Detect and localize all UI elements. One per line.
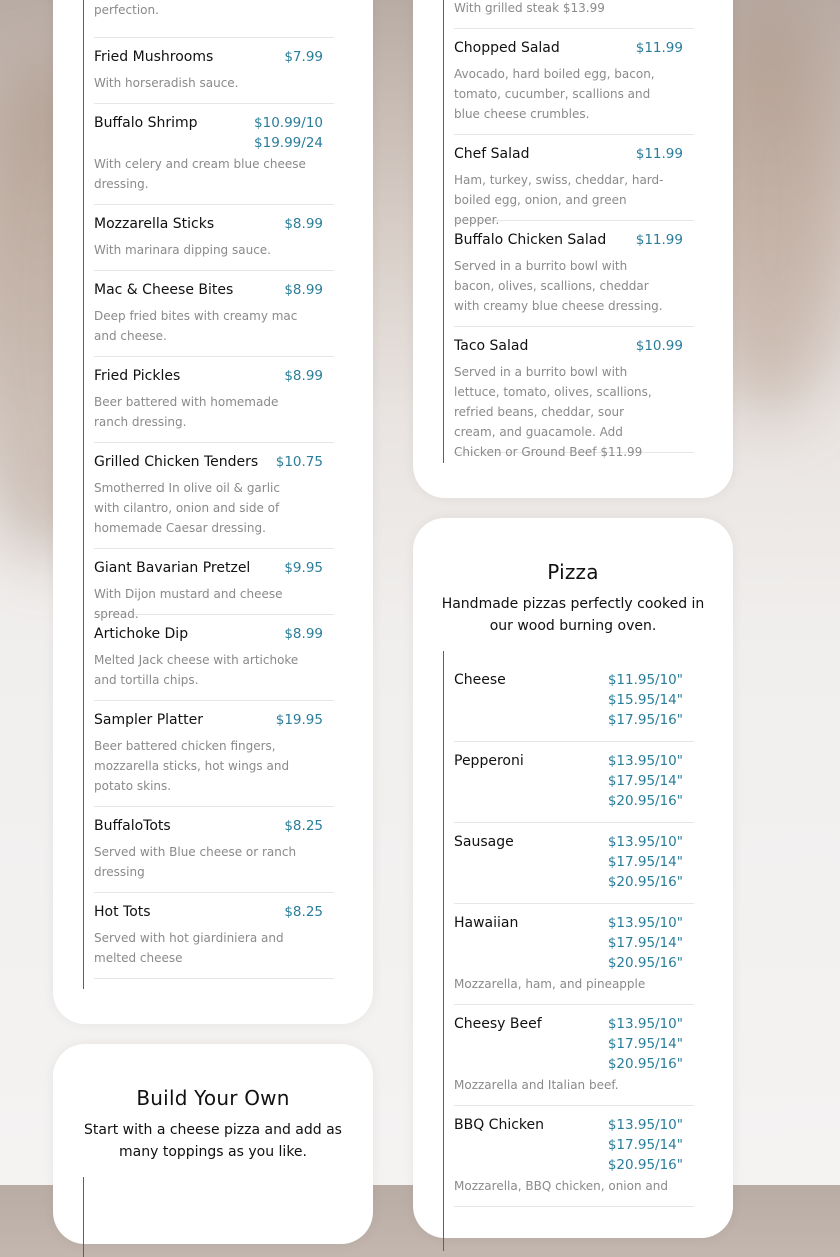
item-price: $8.99 (284, 282, 323, 298)
price-line: $17.95/14" (607, 1137, 683, 1153)
price-line: $13.95/10" (607, 1117, 683, 1133)
price-line: $15.95/14" (607, 692, 683, 708)
price-line: $13.95/10" (607, 915, 683, 931)
item-name: Hawaiian (454, 915, 519, 931)
item-desc: Mozzarella, ham, and pineapple (454, 977, 646, 991)
menu-item[interactable] (454, 221, 694, 327)
item-name: Sausage (454, 834, 514, 850)
item-price: $10.75 (275, 454, 323, 470)
item-price (608, 670, 683, 730)
item-price: $8.99 (284, 368, 323, 384)
menu-item[interactable] (94, 104, 334, 205)
item-price: $8.25 (284, 904, 323, 920)
menu-item[interactable] (454, 904, 694, 1005)
menu-item[interactable] (94, 357, 334, 443)
price-line: $13.95/10" (607, 834, 683, 850)
item-price: $11.99 (635, 146, 683, 162)
item-price: $8.99 (284, 626, 323, 642)
menu-item[interactable] (94, 701, 334, 807)
item-name: Cheesy Beef (454, 1016, 542, 1032)
price-line: $20.95/16" (607, 955, 683, 971)
item-desc: Beer battered with homemade ranch dressing. (94, 395, 279, 429)
item-desc: With marinara dipping sauce. (94, 243, 271, 257)
item-desc: Served in a burrito bowl with bacon, olives, scallions, cheddar with creamy blue cheese dressing. (454, 259, 663, 313)
item-desc: With celery and cream blue cheese dressing. (94, 157, 306, 191)
item-price: $9.95 (284, 560, 323, 576)
item-name: Grilled Chicken Tenders (94, 454, 259, 470)
menu-item[interactable] (454, 0, 694, 29)
menu-item[interactable] (94, 549, 334, 621)
item-price (254, 113, 323, 153)
item-name: Taco Salad (454, 338, 529, 354)
section-title: Build Your Own (136, 1086, 290, 1110)
item-desc: With Dijon mustard and cheese spread. (94, 587, 283, 621)
item-name: Mac & Cheese Bites (94, 282, 234, 298)
item-name: Chef Salad (454, 146, 530, 162)
item-desc: Served with Blue cheese or ranch dressing (94, 845, 297, 879)
section-title: Pizza (547, 560, 599, 584)
item-desc: perfection. (94, 3, 159, 17)
price-line: $20.95/16" (607, 874, 683, 890)
item-price (608, 751, 683, 811)
item-desc: Melted Jack cheese with artichoke and tortilla chips. (94, 653, 299, 687)
menu-item[interactable] (454, 823, 694, 904)
price-line: $19.99/24 (254, 135, 323, 151)
menu-item[interactable] (454, 135, 694, 227)
appetizers-rail (83, 0, 84, 989)
item-desc: Served with hot giardiniera and melted cheese (94, 931, 284, 965)
price-line: $13.95/10" (607, 753, 683, 769)
price-line: $17.95/16" (607, 712, 683, 728)
salads-card (413, 0, 733, 498)
menu-item[interactable] (94, 271, 334, 357)
item-price: $8.25 (284, 818, 323, 834)
item-desc: Mozzarella and Italian beef. (454, 1078, 619, 1092)
menu-item[interactable] (454, 327, 694, 459)
item-price: $11.99 (635, 40, 683, 56)
item-price: $11.99 (635, 232, 683, 248)
menu-item[interactable] (454, 661, 694, 742)
item-price: $19.95 (275, 712, 323, 728)
item-desc: Avocado, hard boiled egg, bacon, tomato, cucumber, scallions and blue cheese crumbles. (454, 67, 655, 121)
pizza-card (413, 518, 733, 1238)
menu-item[interactable] (94, 205, 334, 271)
item-name: Hot Tots (94, 904, 151, 920)
salads-rail (443, 0, 444, 463)
item-name: BuffaloTots (94, 818, 171, 834)
item-price (608, 832, 683, 892)
item-name: Fried Mushrooms (94, 49, 214, 65)
price-line: $20.95/16" (607, 1157, 683, 1173)
item-name: Buffalo Chicken Salad (454, 232, 607, 248)
menu-item[interactable] (454, 1106, 694, 1207)
price-line: $17.95/14" (607, 773, 683, 789)
menu-item[interactable] (454, 29, 694, 135)
menu-item[interactable] (454, 1005, 694, 1106)
item-name: BBQ Chicken (454, 1117, 545, 1133)
item-price (608, 1115, 683, 1175)
price-line: $17.95/14" (607, 1036, 683, 1052)
item-price: $8.99 (284, 216, 323, 232)
item-desc: Deep fried bites with creamy mac and cheese. (94, 309, 298, 343)
menu-item[interactable] (94, 443, 334, 549)
item-name: Buffalo Shrimp (94, 115, 198, 131)
item-name: Pepperoni (454, 753, 524, 769)
item-desc: Ham, turkey, swiss, cheddar, hard-boiled egg, onion, and green pepper. (454, 173, 664, 227)
price-line: $17.95/14" (607, 935, 683, 951)
item-price (608, 913, 683, 973)
price-line: $20.95/16" (607, 793, 683, 809)
item-name: Fried Pickles (94, 368, 181, 384)
item-desc: With horseradish sauce. (94, 76, 239, 90)
item-price: $10.99 (635, 338, 683, 354)
section-subtitle: Handmade pizzas perfectly cooked in our wood burning oven. (441, 596, 705, 634)
item-desc: Smotherred In olive oil & garlic with cilantro, onion and side of homemade Caesar dressing. (94, 481, 280, 535)
item-name: Giant Bavarian Pretzel (94, 560, 251, 576)
item-name: Chopped Salad (454, 40, 560, 56)
item-price (608, 1014, 683, 1074)
menu-item[interactable] (94, 893, 334, 979)
appetizers-card (53, 0, 373, 1024)
item-price: $7.99 (284, 49, 323, 65)
item-name: Artichoke Dip (94, 626, 189, 642)
menu-item[interactable] (94, 807, 334, 893)
item-name: Sampler Platter (94, 712, 203, 728)
build-your-own-card (53, 1044, 373, 1244)
price-line: $20.95/16" (607, 1056, 683, 1072)
build-your-own-rail (83, 1177, 84, 1257)
pizza-rail (443, 651, 444, 1251)
menu-item[interactable] (94, 38, 334, 104)
item-name: Cheese (454, 672, 506, 688)
item-desc: With grilled steak $13.99 (454, 1, 605, 15)
price-line: $10.99/10 (254, 115, 323, 131)
item-name: Mozzarella Sticks (94, 216, 215, 232)
item-desc: Mozzarella, BBQ chicken, onion and (454, 1179, 668, 1193)
price-line: $13.95/10" (607, 1016, 683, 1032)
price-line: $17.95/14" (607, 854, 683, 870)
item-desc: Beer battered chicken fingers, mozzarella sticks, hot wings and potato skins. (94, 739, 290, 793)
price-line: $11.95/10" (607, 672, 683, 688)
section-subtitle: Start with a cheese pizza and add as many toppings as you like. (84, 1122, 342, 1160)
item-desc: Served in a burrito bowl with lettuce, tomato, olives, scallions, refried beans, cheddar, sour cream, and guacamole. Add Chicken or Ground Beef $11.99 (454, 365, 652, 459)
menu-item[interactable] (454, 742, 694, 823)
menu-item[interactable] (94, 0, 334, 38)
menu-item[interactable] (94, 615, 334, 701)
